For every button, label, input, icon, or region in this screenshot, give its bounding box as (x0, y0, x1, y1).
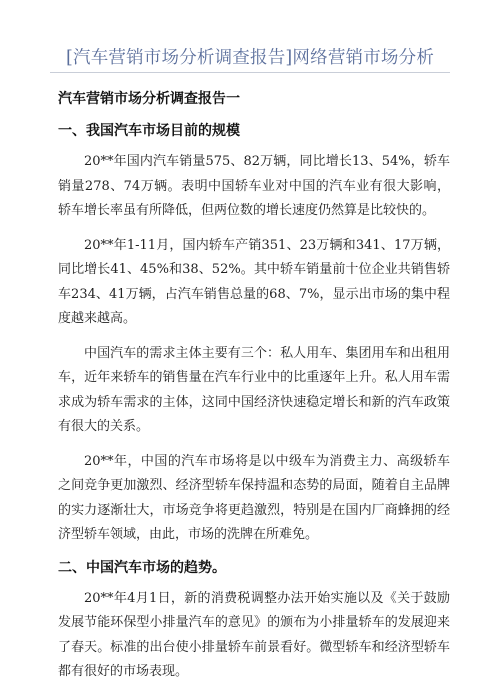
section-heading-1: 一、我国汽车市场目前的规模 (58, 123, 240, 139)
title-divider (50, 72, 450, 73)
paragraph: 20**年国内汽车销量575、82万辆，同比增长13、54%，轿车销量278、74万辆。表明中国轿车业对中国的汽车业有很大影响，轿车增长率虽有所降低，但两位数的增长速度仍然算是比较快的。 (58, 154, 450, 218)
page-title: [汽车营销市场分析调查报告]网络营销市场分析 (65, 48, 435, 68)
paragraph: 20**年4月1日，新的消费税调整办法开始实施以及《关于鼓励发展节能环保型小排量汽车的意见》的颁布为小排量轿车的发展迎来了春天。标准的出台使小排量轿车前景看好。微型轿车和经济型轿车都有很好的市场表现。 (58, 590, 450, 679)
paragraph: 中国汽车的需求主体主要有三个：私人用车、集团用车和出租用车，近年来轿车的销售量在汽车行业中的比重逐年上升。私人用车需求成为轿车需求的主体，这同中国经济快速稳定增长和新的汽车政策有很大的关系。 (58, 345, 450, 434)
document-heading: 汽车营销市场分析调查报告一 (58, 91, 240, 107)
section-heading-2: 二、中国汽车市场的趋势。 (58, 559, 226, 576)
paragraph: 20**年1-11月，国内轿车产销351、23万辆和341、17万辆，同比增长41、45%和38、52%。其中轿车销量前十位企业共销售轿车234、41万辆，占汽车销售总量的68、7%，显示出市场的集中程度越来越高。 (58, 237, 450, 326)
document-body (58, 88, 450, 685)
paragraph: 20**年，中国的汽车市场将是以中级车为消费主力、高级轿车之间竞争更加激烈、经济型轿车保持温和态势的局面，随着自主品牌的实力逐渐壮大，市场竞争将更趋激烈，特别是在国内厂商蜂拥的经济型轿车领域，由此，市场的洗牌在所难免。 (58, 453, 450, 542)
